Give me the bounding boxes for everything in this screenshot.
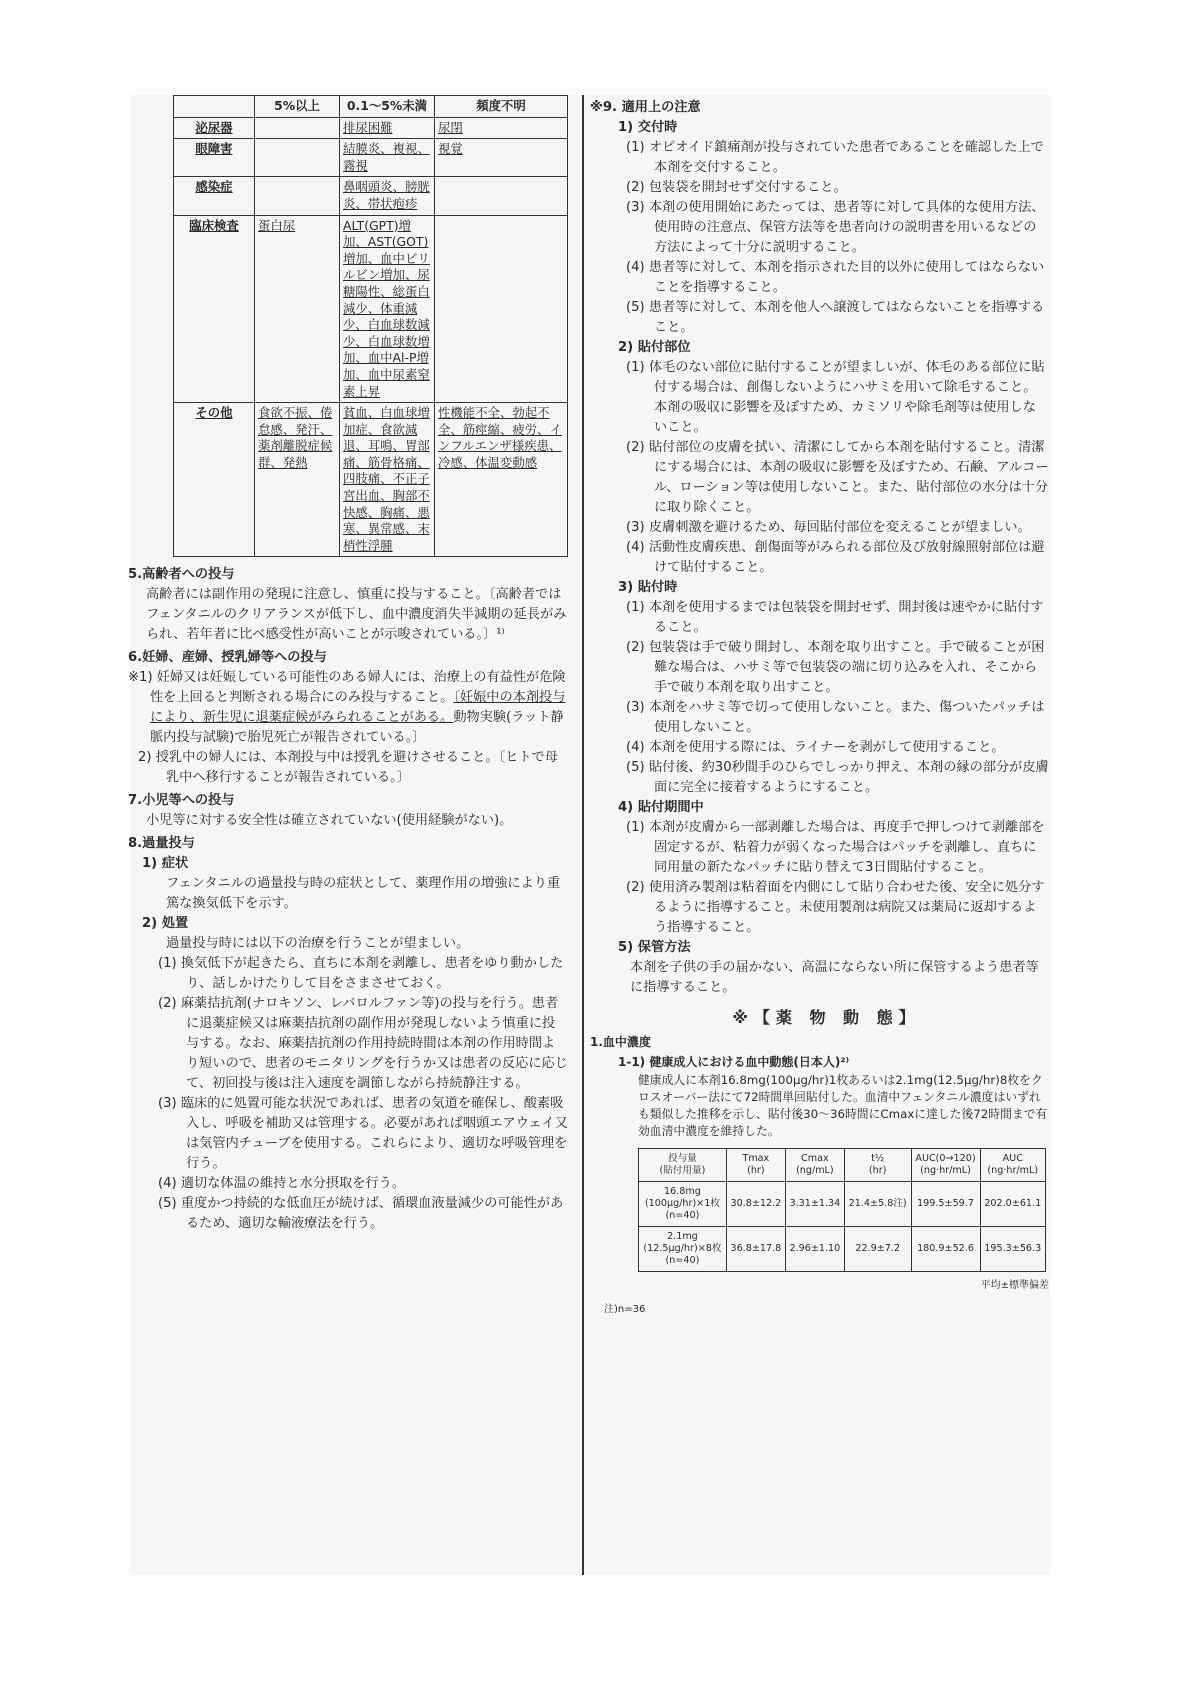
table-cell: 180.9±52.6 [911,1227,980,1272]
table-cell: 199.5±59.7 [911,1182,980,1227]
subsection-heading: 1-1) 健康成人における血中動態(日本人)²⁾ [618,1055,850,1069]
left-column [128,95,568,1234]
table-cell: 2.96±1.10 [785,1227,844,1272]
subsection-heading: 1) 交付時 [618,120,678,135]
table-header-row [174,96,568,118]
list-item: 2) 授乳中の婦人には、本剤投与中は授乳を避けさせること。〔ヒトで母乳中へ移行することが報告されている。〕 [138,750,558,786]
table-cell: 16.8mg (100μg/hr)×1枚 (n=40) [639,1182,727,1227]
table-row [174,117,568,139]
table-cell: 感染症 [174,177,255,215]
subsection-heading: 4) 貼付期間中 [618,800,704,815]
table-cell: 視覚 [435,139,568,177]
section-heading: 5.高齢者への投与 [128,567,235,583]
table-row [639,1227,1046,1272]
column-divider [582,95,584,1575]
table-header: Cmax (ng/mL) [785,1149,844,1182]
section-heading: ※9. 適用上の注意 [590,100,701,115]
table-cell: 36.8±17.8 [726,1227,785,1272]
list-item: (1) 本剤を使用するまでは包装袋を開封せず、開封後は速やかに貼付すること。 [626,600,1044,635]
table-cell [255,117,340,139]
table-cell: 食欲不振、倦怠感、発汗、薬剤離脱症候群、発熱 [255,403,340,557]
list-item: (3) 本剤をハサミ等で切って使用しないこと。また、傷ついたパッチは使用しないこと。 [626,700,1045,735]
underlined-text: 〔妊娠中の本剤投与により、新生児に退薬症候がみられることがある。 [150,690,566,726]
table-footer: 平均±標準偏差 [980,1280,1049,1291]
table-header: AUC (ng·hr/mL) [980,1149,1045,1182]
list-item: (4) 活動性皮膚疾患、創傷面等がみられる部位及び放射線照射部位は避けて貼付すること。 [626,540,1045,575]
paragraph: フェンタニルの過量投与時の症状として、薬理作用の増強により重篤な換気低下を示す。 [166,876,561,912]
table-row [174,403,568,557]
table-cell [435,215,568,403]
table-cell: 22.9±7.2 [844,1227,911,1272]
list-item: (5) 患者等に対して、本剤を他人へ譲渡してはならないことを指導すること。 [626,300,1045,335]
table-note: 注)n=36 [604,1304,646,1315]
table-cell: 202.0±61.1 [980,1182,1045,1227]
table-cell: 195.3±56.3 [980,1227,1045,1272]
table-cell: ALT(GPT)増加、AST(GOT)増加、血中ビリルビン増加、尿糖陽性、総蛋白減少、体重減少、白血球数減少、白血球数増加、血中Al-P増加、血中尿素窒素上昇 [340,215,435,403]
table-header: 頻度不明 [435,96,568,118]
section-heading: 1.血中濃度 [590,1035,651,1049]
table-header [174,96,255,118]
table-header: 5%以上 [255,96,340,118]
paragraph: 妊婦又は妊娠している可能性のある婦人には、治療上の有益性が危険性を上回ると判断される場合にのみ投与すること。 [150,670,566,706]
list-item: (2) 使用済み製剤は粘着面を内側にして貼り合わせた後、安全に処分するように指導すること。未使用製剤は病院又は薬局に返却するよう指導すること。 [626,880,1045,935]
list-item [128,668,568,748]
list-item: (2) 麻薬拮抗剤(ナロキソン、レバロルファン等)の投与を行う。患者に退薬症候又は麻薬拮抗剤の副作用が発現しないよう慎重に投与する。なお、麻薬拮抗剤の作用持続時間は本剤の作用時間より短いので、患者のモニタリングを行うか又は患者の反応に応じて、初回投与後は注入速度を調節しながら持続静注する。 [158,996,568,1092]
right-column [590,95,1049,1320]
paragraph: 過量投与時には以下の治療を行うことが望ましい。 [166,936,470,952]
table-cell: 尿閉 [435,117,568,139]
section-heading: 6.妊婦、産婦、授乳婦等への投与 [128,650,327,666]
table-header: 0.1～5%未満 [340,96,435,118]
list-item: (5) 重度かつ持続的な低血圧が続けば、循環血液量減少の可能性があるため、適切な輸液療法を行う。 [158,1196,564,1232]
paragraph: 小児等に対する安全性は確立されていない(使用経験がない)。 [146,813,513,829]
table-cell: 排尿困難 [340,117,435,139]
table-cell: 2.1mg (12.5μg/hr)×8枚 (n=40) [639,1227,727,1272]
table-header-row [639,1149,1046,1182]
table-cell: 臨床検査 [174,215,255,403]
list-item: (1) 本剤が皮膚から一部剥離した場合は、再度手で押しつけて剥離部を固定するが、粘着力が弱くなった場合はパッチを剥離し、直ちに同用量の新たなパッチに貼り替えて3日間貼付すること。 [626,820,1045,875]
table-header: AUC(0→120) (ng·hr/mL) [911,1149,980,1182]
list-item: (4) 患者等に対して、本剤を指示された目的以外に使用してはならないことを指導すること。 [626,260,1045,295]
paragraph: 高齢者には副作用の発現に注意し、慎重に投与すること。〔高齢者ではフェンタニルのクリアランスが低下し、血中濃度消失半減期の延長がみられ、若年者に比べ感受性が高いことが示唆されている。〕¹⁾ [146,587,567,643]
pharmacokinetics-title: ※【薬 物 動 態】 [732,1008,921,1027]
list-item: (4) 本剤を使用する際には、ライナーを剥がして使用すること。 [626,740,1005,755]
table-cell: 性機能不全、勃起不全、筋痙縮、疲労、インフルエンザ様疾患、冷感、体温変動感 [435,403,568,557]
paragraph: 本剤を子供の手の届かない、高温にならない所に保管するよう患者等に指導すること。 [630,960,1039,995]
table-cell [435,177,568,215]
table-cell: 貧血、白血球増加症、食欲減退、耳鳴、胃部痛、筋骨格痛、四肢痛、不正子宮出血、胸部不快感、胸痛、悪寒、異常感、末梢性浮腫 [340,403,435,557]
table-cell: 結膜炎、複視、霧視 [340,139,435,177]
table-cell [255,139,340,177]
pk-table [638,1148,1046,1272]
paragraph: 動物実験(ラット静脈内投与試験)で胎児死亡が報告されている。〕 [150,710,564,746]
table-cell: 眼障害 [174,139,255,177]
table-row [639,1182,1046,1227]
list-item: (2) 包装袋を開封せず交付すること。 [626,180,847,195]
subsection-heading: 3) 貼付時 [618,580,678,595]
table-header: 投与量 (貼付用量) [639,1149,727,1182]
subsection-heading: 2) 処置 [142,916,189,932]
adverse-reactions-table [173,95,568,557]
list-item: (1) オピオイド鎮痛剤が投与されていた患者であることを確認した上で本剤を交付すること。 [626,140,1044,175]
subsection-heading: 2) 貼付部位 [618,340,691,355]
list-item: (3) 本剤の使用開始にあたっては、患者等に対して具体的な使用方法、使用時の注意点、保管方法等を患者向けの説明書を用いるなどの方法によって十分に説明すること。 [626,200,1045,255]
table-cell: 泌尿器 [174,117,255,139]
table-cell: 30.8±12.2 [726,1182,785,1227]
paragraph: 健康成人に本剤16.8mg(100μg/hr)1枚あるいは2.1mg(12.5μg/hr)8枚をクロスオーバー法にて72時間単回貼付した。血清中フェンタニル濃度はいずれも類似した推移を示し、貼付後30～36時間にCmaxに達した後72時間まで有効血清中濃度を維持した。 [638,1073,1048,1138]
table-cell: 蛋白尿 [255,215,340,403]
list-item: (1) 換気低下が起きたら、直ちに本剤を剥離し、患者をゆり動かしたり、話しかけたりして目をさまさせておく。 [158,956,564,992]
table-cell: 3.31±1.34 [785,1182,844,1227]
list-item: (1) 体毛のない部位に貼付することが望ましいが、体毛のある部位に貼付する場合は、創傷しないようにハサミを用いて除毛すること。本剤の吸収に影響を及ぼすため、カミソリや除毛剤等は使用しないこと。 [626,360,1045,435]
table-cell: 鼻咽頭炎、膀胱炎、帯状疱疹 [340,177,435,215]
list-item: (4) 適切な体温の維持と水分摂取を行う。 [158,1176,406,1192]
list-item: (2) 包装袋は手で破り開封し、本剤を取り出すこと。手で破ることが困難な場合は、ハサミ等で包装袋の端に切り込みを入れ、そこから手で破り本剤を取り出すこと。 [626,640,1045,695]
table-row [174,215,568,403]
table-cell: その他 [174,403,255,557]
table-row [174,139,568,177]
subsection-heading: 1) 症状 [142,856,189,872]
list-item: (5) 貼付後、約30秒間手のひらでしっかり押え、本剤の縁の部分が皮膚面に完全に接着するようにすること。 [626,760,1049,795]
table-cell: 21.4±5.8注) [844,1182,911,1227]
section-heading: 8.過量投与 [128,836,195,852]
table-cell [255,177,340,215]
list-item: (2) 貼付部位の皮膚を拭い、清潔にしてから本剤を貼付すること。清潔にする場合には、本剤の吸収に影響を及ぼすため、石鹸、アルコール、ローション等は使用しないこと。また、貼付部位の水分は十分に取り除くこと。 [626,440,1049,515]
table-header: Tmax (hr) [726,1149,785,1182]
list-item: (3) 皮膚刺激を避けるため、毎回貼付部位を変えることが望ましい。 [626,520,1031,535]
list-item: (3) 臨床的に処置可能な状況であれば、患者の気道を確保し、酸素吸入し、呼吸を補助又は管理する。必要があれば咽頭エアウェイ又は気管内チューブを使用する。これらにより、適切な呼吸管理を行う。 [158,1096,568,1172]
section-heading: 7.小児等への投与 [128,793,235,809]
subsection-heading: 5) 保管方法 [618,940,691,955]
table-row [174,177,568,215]
note-mark: ※1) [128,670,153,686]
table-header: t½ (hr) [844,1149,911,1182]
